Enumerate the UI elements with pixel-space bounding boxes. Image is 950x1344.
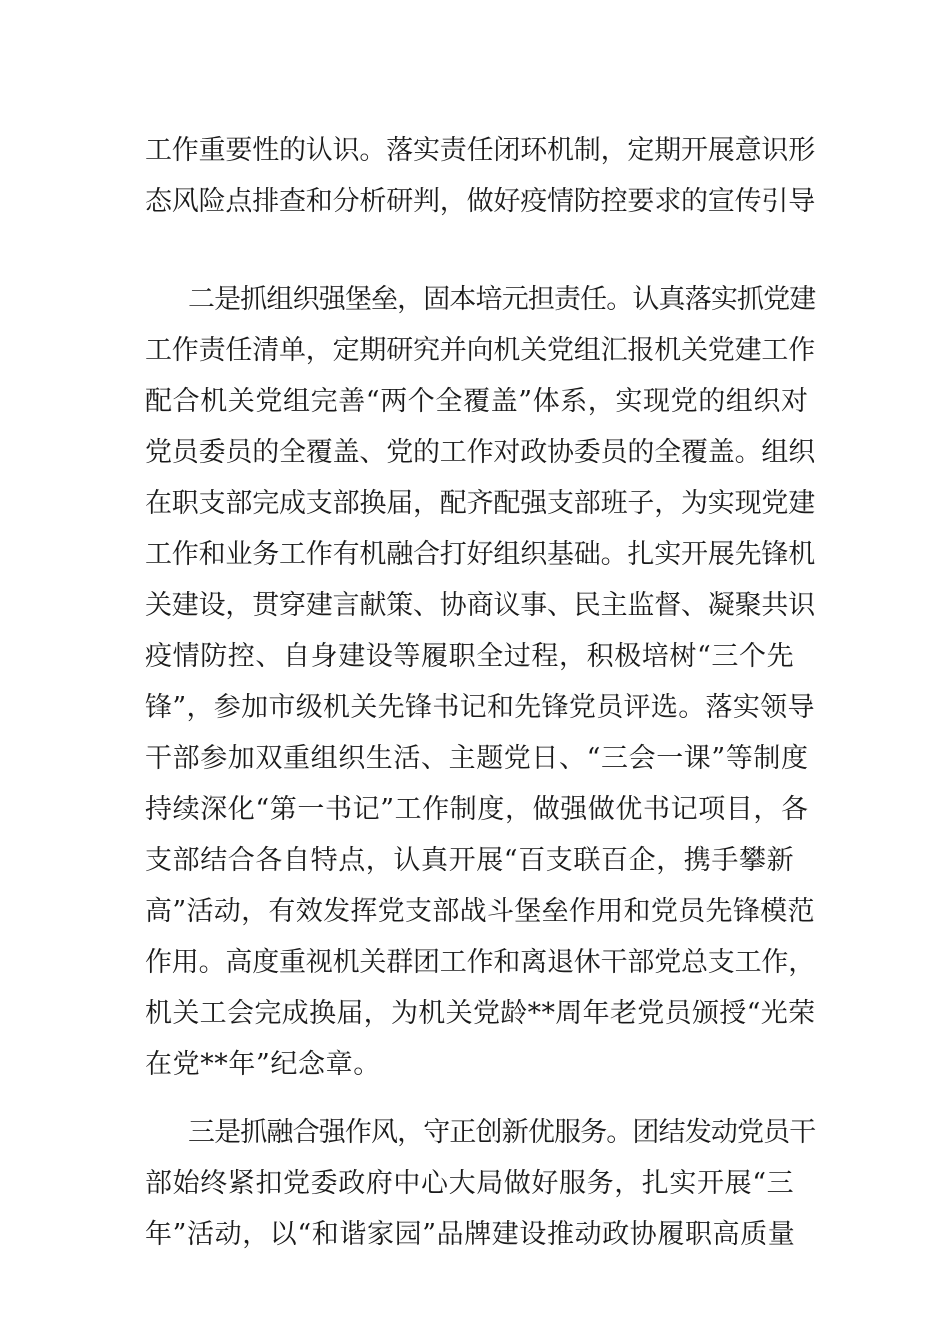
text-line: 工作责任清单，定期研究并向机关党组汇报机关党建工作 [145,335,815,366]
text-line: 部始终紧扣党委政府中心大局做好服务，扎实开展“三 [145,1168,795,1199]
text-line: 关建设，贯穿建言献策、协商议事、民主监督、凝聚共识 [145,590,815,621]
text-line: 在职支部完成支部换届，配齐配强支部班子，为实现党建 [145,488,815,519]
text-line: 干部参加双重组织生活、主题党日、“三会一课”等制度 [145,743,809,774]
text-line: 持续深化“第一书记”工作制度，做强做优书记项目，各 [145,794,809,825]
text-line: 作用。高度重视机关群团工作和离退休干部党总支工作， [145,947,815,978]
text-line: 机关工会完成换届，为机关党龄**周年老党员颁授“光荣 [145,998,816,1029]
text-line: 高”活动，有效发挥党支部战斗堡垒作用和党员先锋模范 [145,896,815,927]
paragraph-3-first-line: 三是抓融合强作风，守正创新优服务。团结发动党员干 [188,1117,816,1148]
text-line: 工作重要性的认识。落实责任闭环机制，定期开展意识形 [145,135,815,166]
text-line: 工作和业务工作有机融合打好组织基础。扎实开展先锋机 [145,539,815,570]
text-line: 态风险点排查和分析研判，做好疫情防控要求的宣传引导 [145,186,815,217]
text-line: 疫情防控、自身建设等履职全过程，积极培树“三个先 [145,641,795,672]
text-line: 在党**年”纪念章。 [145,1049,381,1080]
paragraph-2-first-line: 二是抓组织强堡垒，固本培元担责任。认真落实抓党建 [188,284,816,315]
text-line: 锋”，参加市级机关先锋书记和先锋党员评选。落实领导 [145,692,815,723]
text-line: 党员委员的全覆盖、党的工作对政协委员的全覆盖。组织 [145,437,815,468]
text-line: 配合机关党组完善“两个全覆盖”体系，实现党的组织对 [145,386,809,417]
text-line: 支部结合各自特点，认真开展“百支联百企，携手攀新 [145,845,795,876]
text-line: 年”活动，以“和谐家园”品牌建设推动政协履职高质量 [145,1219,796,1250]
